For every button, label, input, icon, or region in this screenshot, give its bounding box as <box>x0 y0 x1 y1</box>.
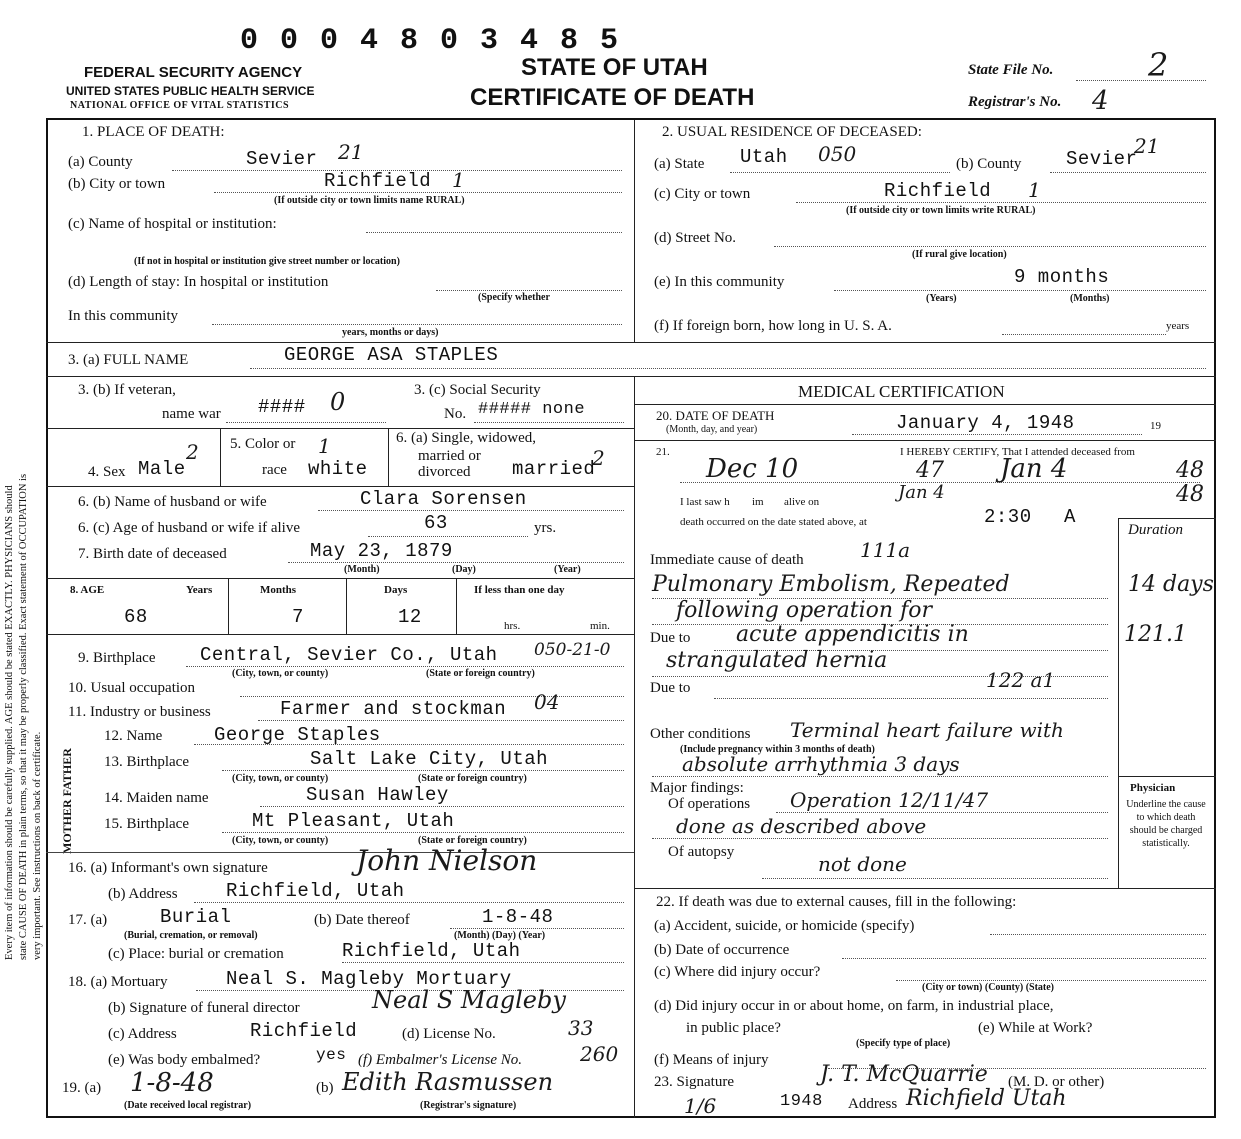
divider <box>1118 518 1216 519</box>
hrs-label: hrs. <box>504 620 521 632</box>
death-county-label: (a) County <box>68 154 133 170</box>
top-serial: 0 0 0 4 8 0 3 4 8 5 <box>240 24 621 58</box>
divider <box>226 422 386 423</box>
res-city-note: (If outside city or town limits write RURAL) <box>846 205 1036 216</box>
res-state: Utah <box>740 146 788 168</box>
age-years-label: Years <box>186 584 213 596</box>
divider <box>634 404 1216 405</box>
state-country-note-1: (State or foreign country) <box>426 668 535 679</box>
birth-date: May 23, 1879 <box>310 540 453 562</box>
divider <box>366 232 622 233</box>
informant-address: Richfield, Utah <box>226 880 405 902</box>
res-state-code: 050 <box>818 142 857 166</box>
license-value: 33 <box>568 1016 594 1040</box>
registrar-no: 4 <box>1092 86 1109 116</box>
mother-maiden-label: 14. Maiden name <box>104 790 209 806</box>
embalmed-value: yes <box>316 1046 347 1064</box>
father-birth: Salt Lake City, Utah <box>310 748 549 770</box>
color-label-1: 5. Color or <box>230 436 296 452</box>
divider <box>342 962 624 963</box>
state-file-no: 2 <box>1148 46 1169 84</box>
mortuary-label: 18. (a) Mortuary <box>68 974 168 990</box>
divider <box>834 290 1206 291</box>
stay-label: (d) Length of stay: In hospital or institution <box>68 274 329 290</box>
received-date: 1-8-48 <box>130 1068 214 1098</box>
due-to-2-code: 122 a1 <box>986 668 1056 692</box>
death-city-note: (If outside city or town limits name RURAL) <box>274 195 465 206</box>
death-ampm: A <box>1064 506 1076 528</box>
agency-title: FEDERAL SECURITY AGENCY <box>84 64 303 81</box>
attend-from: Dec 10 <box>706 454 799 484</box>
divider <box>222 770 624 771</box>
death-county-code: 21 <box>338 140 364 164</box>
external-a-label: (a) Accident, suicide, or homicide (specify) <box>654 918 915 934</box>
divider <box>1076 80 1206 81</box>
age-days-label: Days <box>384 584 408 596</box>
sex-label: 4. Sex <box>88 464 126 480</box>
external-f-label: (f) Means of injury <box>654 1052 769 1068</box>
community-label: In this community <box>68 308 178 324</box>
divider <box>762 878 1108 879</box>
certificate-title: CERTIFICATE OF DEATH <box>470 84 755 111</box>
divider <box>896 980 1206 981</box>
immediate-cause-label: Immediate cause of death <box>650 552 804 568</box>
mother-maiden: Susan Hawley <box>306 784 449 806</box>
embalmed-label: (e) Was body embalmed? <box>108 1052 261 1068</box>
color-label-2: race <box>262 462 287 478</box>
physician-note: Underline the cause to which death should be charged statistically. <box>1126 799 1206 849</box>
age-months-label: Months <box>260 584 297 596</box>
divider <box>1002 334 1166 335</box>
foreign-label: (f) If foreign born, how long in U. S. A. <box>654 318 892 334</box>
occupation-label: 10. Usual occupation <box>68 680 196 696</box>
res-community-value: 9 months <box>1014 266 1110 288</box>
res-months-label: (Months) <box>1070 293 1110 304</box>
divider <box>774 246 1206 247</box>
burial-place-label: (c) Place: burial or cremation <box>108 946 284 962</box>
immediate-cause-1: Pulmonary Embolism, Repeated <box>652 572 1010 597</box>
state-title: STATE OF UTAH <box>521 54 708 81</box>
director-signature: Neal S Magleby <box>372 986 566 1014</box>
signature-address: Richfield Utah <box>906 1086 1067 1111</box>
color-value: white <box>308 458 368 480</box>
divider <box>776 812 1108 813</box>
operations-2: done as described above <box>676 814 927 838</box>
mortuary-address-label: (c) Address <box>108 1026 177 1042</box>
parents-label: MOTHER FATHER <box>60 748 74 854</box>
birthplace-code: 050-21-0 <box>534 640 611 660</box>
external-c-label: (c) Where did injury occur? <box>654 964 821 980</box>
mortuary-value: Neal S. Magleby Mortuary <box>226 968 512 990</box>
physician-note-title: Physician <box>1130 782 1176 794</box>
other-conditions-label: Other conditions <box>650 726 751 742</box>
less-than-day-label: If less than one day <box>474 584 565 596</box>
attend-to: Jan 4 <box>1000 454 1068 484</box>
veteran-label-1: 3. (b) If veteran, <box>78 382 176 398</box>
certify-text: I HEREBY CERTIFY, That I attended deceased from <box>900 446 1135 458</box>
license-label: (d) License No. <box>402 1026 496 1042</box>
alive-on-label: alive on <box>784 496 820 508</box>
ss-value: ##### none <box>478 400 586 419</box>
informant-address-label: (b) Address <box>108 886 178 902</box>
industry-label: 11. Industry or business <box>68 704 211 720</box>
age-days: 12 <box>398 606 422 628</box>
death-county: Sevier <box>246 148 318 170</box>
birthplace-value: Central, Sevier Co., Utah <box>200 644 498 666</box>
residence-heading: 2. USUAL RESIDENCE OF DECEASED: <box>662 124 922 140</box>
divider <box>796 202 1206 203</box>
mother-birth-label: 15. Birthplace <box>104 816 189 832</box>
divider <box>1050 172 1206 173</box>
date-of-death-label: 20. DATE OF DEATH <box>656 408 775 423</box>
divider <box>474 422 624 423</box>
father-name: George Staples <box>214 724 381 746</box>
divider <box>388 428 389 486</box>
external-d-note: (Specify type of place) <box>856 1038 951 1049</box>
divider <box>714 698 1108 699</box>
birth-date-label: 7. Birth date of deceased <box>78 546 227 562</box>
father-birth-label: 13. Birthplace <box>104 754 189 770</box>
ss-label-2: No. <box>444 406 467 422</box>
due-to-1-label: Due to <box>650 630 691 646</box>
duration-label: Duration <box>1128 522 1184 538</box>
color-code: 1 <box>318 434 331 458</box>
divider <box>220 428 221 486</box>
attend-to-year: 48 <box>1176 458 1204 483</box>
director-label: (b) Signature of funeral director <box>108 1000 300 1016</box>
marital-code: 2 <box>592 446 605 470</box>
autopsy-label: Of autopsy <box>668 844 735 860</box>
divider <box>368 536 528 537</box>
date-thereof: 1-8-48 <box>482 906 554 928</box>
veteran-label-2: name war <box>162 406 221 422</box>
street-note: (If rural give location) <box>912 249 1007 260</box>
divider <box>1118 776 1216 777</box>
marital-label-3: divorced <box>418 464 471 480</box>
birth-year-label: (Year) <box>554 564 581 575</box>
signature-label: 23. Signature <box>654 1074 734 1090</box>
death-city-label: (b) City or town <box>68 176 166 192</box>
death-time: 2:30 <box>984 506 1032 528</box>
immediate-duration: 14 days <box>1128 572 1214 597</box>
res-county-code: 21 <box>1134 134 1160 158</box>
res-city-code: 1 <box>1028 178 1041 202</box>
other-note: (Include pregnancy within 3 months of death) <box>680 744 875 755</box>
physician-signature: J. T. McQuarrie <box>820 1062 988 1087</box>
burial-label: 17. (a) <box>68 912 108 928</box>
immediate-cause-2: following operation for <box>676 598 932 623</box>
divider <box>258 720 624 721</box>
age-label: 8. AGE <box>70 584 105 596</box>
due-to-1-duration: 121.1 <box>1124 622 1187 647</box>
date-of-death-sub: (Month, day, and year) <box>666 424 758 435</box>
hospital-label: (c) Name of hospital or institution: <box>68 216 277 232</box>
divider <box>288 562 624 563</box>
signature-address-label: Address <box>848 1096 898 1112</box>
service-title: UNITED STATES PUBLIC HEALTH SERVICE <box>66 84 315 98</box>
date-of-death: January 4, 1948 <box>896 412 1075 434</box>
divider <box>214 192 622 193</box>
divider <box>1118 518 1119 888</box>
due-to-1b: strangulated hernia <box>666 648 888 673</box>
hospital-note: (If not in hospital or institution give street number or location) <box>134 256 400 267</box>
external-heading: 22. If death was due to external causes, fill in the following: <box>656 894 1017 910</box>
divider <box>240 696 624 697</box>
industry-value: Farmer and stockman <box>280 698 507 720</box>
office-title: NATIONAL OFFICE OF VITAL STATISTICS <box>70 100 290 111</box>
divider <box>436 290 622 291</box>
other-1: Terminal heart failure with <box>790 718 1064 742</box>
registrar-label: Registrar's No. <box>968 94 1062 110</box>
operations-label: Of operations <box>668 796 751 812</box>
signature-date: 1/6 <box>684 1094 717 1118</box>
state-country-note-2: (State or foreign country) <box>418 773 527 784</box>
ss-label-1: 3. (c) Social Security <box>414 382 541 398</box>
res-community-label: (e) In this community <box>654 274 785 290</box>
sex-value: Male <box>138 458 186 480</box>
divider <box>852 434 1142 435</box>
spouse-age-label: 6. (c) Age of husband or wife if alive <box>78 520 301 536</box>
last-saw-date: Jan 4 <box>898 482 945 503</box>
foreign-years: years <box>1166 320 1190 332</box>
embalmer-license-label: (f) Embalmer's License No. <box>358 1052 523 1068</box>
registrar-signature: Edith Rasmussen <box>342 1068 554 1096</box>
major-findings-label: Major findings: <box>650 780 744 796</box>
informant-label: 16. (a) Informant's own signature <box>68 860 268 876</box>
age-months: 7 <box>292 606 304 628</box>
spouse-age-unit: yrs. <box>534 520 557 536</box>
external-d-label-2: in public place? <box>686 1020 781 1036</box>
divider <box>46 634 634 635</box>
divider <box>260 806 624 807</box>
res-city-label: (c) City or town <box>654 186 751 202</box>
divider <box>842 958 1206 959</box>
death-city-code: 1 <box>452 168 465 192</box>
divider <box>634 888 1216 889</box>
side-note-2: state CAUSE OF DEATH in plain terms, so that it may be properly classified. Exact statement of OCCUPATION is <box>18 473 29 960</box>
divider <box>46 428 634 429</box>
divider <box>186 666 624 667</box>
due-to-2-label: Due to <box>650 680 691 696</box>
side-note-3: very important. See instructions on back of certificate. <box>32 731 43 960</box>
divider <box>634 440 1216 441</box>
stay-note: (Specify whether <box>478 292 550 303</box>
embalmer-license: 260 <box>580 1042 619 1066</box>
city-county-note-1: (City, town, or county) <box>232 668 329 679</box>
full-name-label: 3. (a) FULL NAME <box>68 352 189 368</box>
divider <box>346 578 347 634</box>
divider <box>222 832 624 833</box>
res-years-label: (Years) <box>926 293 957 304</box>
divider <box>250 368 1206 369</box>
state-file-label: State File No. <box>968 62 1054 78</box>
date-thereof-label: (b) Date thereof <box>314 912 410 928</box>
divider <box>46 852 634 853</box>
divider <box>46 578 634 579</box>
city-county-note-2: (City, town, or county) <box>232 773 329 784</box>
divider <box>990 934 1206 935</box>
last-saw-him: im <box>752 496 764 508</box>
registrar-sig-label: (b) <box>316 1080 334 1096</box>
marital-label-2: married or <box>418 448 481 464</box>
veteran-code: 0 <box>330 388 346 416</box>
veteran-value: #### <box>258 396 306 418</box>
res-county-label: (b) County <box>956 156 1022 172</box>
birthplace-label: 9. Birthplace <box>78 650 156 666</box>
burial-note: (Burial, cremation, or removal) <box>124 930 258 941</box>
spouse-age: 63 <box>424 512 448 534</box>
divider <box>450 928 624 929</box>
divider <box>318 510 624 511</box>
date-year-suffix: 19 <box>1150 420 1161 432</box>
divider <box>194 902 624 903</box>
registrar-sig-note: (Registrar's signature) <box>420 1100 517 1111</box>
res-county: Sevier <box>1066 148 1138 170</box>
min-label: min. <box>590 620 610 632</box>
burial-value: Burial <box>160 906 232 928</box>
age-years: 68 <box>124 606 148 628</box>
spouse-value: Clara Sorensen <box>360 488 527 510</box>
place-of-death-heading: 1. PLACE OF DEATH: <box>82 124 225 140</box>
divider <box>46 342 1216 343</box>
last-saw-label: I last saw h <box>680 496 730 508</box>
divider <box>212 324 622 325</box>
divider <box>652 838 1108 839</box>
certify-num: 21. <box>656 446 670 458</box>
month-day-year-note: (Month) (Day) (Year) <box>454 930 546 941</box>
signature-year: 1948 <box>780 1092 823 1111</box>
sex-code: 2 <box>186 440 199 464</box>
divider <box>456 578 457 634</box>
death-city: Richfield <box>324 170 432 192</box>
res-city: Richfield <box>884 180 992 202</box>
last-saw-year: 48 <box>1176 482 1204 507</box>
attend-from-year: 47 <box>916 458 944 483</box>
marital-value: married <box>512 458 596 480</box>
divider <box>634 376 635 1118</box>
res-state-label: (a) State <box>654 156 705 172</box>
community-note: years, months or days) <box>342 327 439 338</box>
side-note-1: Every item of information should be carefully supplied. AGE should be stated EXACTLY. PHYSICIANS should <box>4 485 15 960</box>
external-d-label-1: (d) Did injury occur in or about home, on farm, in industrial place, <box>654 998 1054 1014</box>
autopsy-value: not done <box>818 852 907 876</box>
medical-heading: MEDICAL CERTIFICATION <box>798 382 1005 401</box>
informant-signature: John Nielson <box>356 844 538 877</box>
industry-code: 04 <box>534 690 560 714</box>
state-country-note-3: (State or foreign country) <box>418 835 527 846</box>
operations-1: Operation 12/11/47 <box>790 788 989 812</box>
street-label: (d) Street No. <box>654 230 737 246</box>
full-name: GEORGE ASA STAPLES <box>284 344 499 366</box>
received-label: 19. (a) <box>62 1080 102 1096</box>
divider <box>46 376 1216 377</box>
father-name-label: 12. Name <box>104 728 163 744</box>
other-2: absolute arrhythmia 3 days <box>682 752 960 776</box>
external-b-label: (b) Date of occurrence <box>654 942 790 958</box>
external-e-label: (e) While at Work? <box>978 1020 1093 1036</box>
city-county-note-3: (City, town, or county) <box>232 835 329 846</box>
received-note: (Date received local registrar) <box>124 1100 252 1111</box>
mortuary-address: Richfield <box>250 1020 358 1042</box>
due-to-1a: acute appendicitis in <box>736 622 969 647</box>
spouse-label: 6. (b) Name of husband or wife <box>78 494 267 510</box>
burial-place: Richfield, Utah <box>342 940 521 962</box>
divider <box>634 120 635 342</box>
birth-day-label: (Day) <box>452 564 476 575</box>
md-label: (M. D. or other) <box>1008 1074 1105 1090</box>
immediate-code: 111a <box>860 538 911 562</box>
divider <box>652 776 1108 777</box>
divider <box>46 486 634 487</box>
death-occurred-label: death occurred on the date stated above, at <box>680 516 867 528</box>
marital-label-1: 6. (a) Single, widowed, <box>396 430 536 446</box>
external-c-note: (City or town) (County) (State) <box>922 982 1055 993</box>
divider <box>228 578 229 634</box>
mother-birth: Mt Pleasant, Utah <box>252 810 455 832</box>
birth-month-label: (Month) <box>344 564 380 575</box>
divider <box>730 172 950 173</box>
